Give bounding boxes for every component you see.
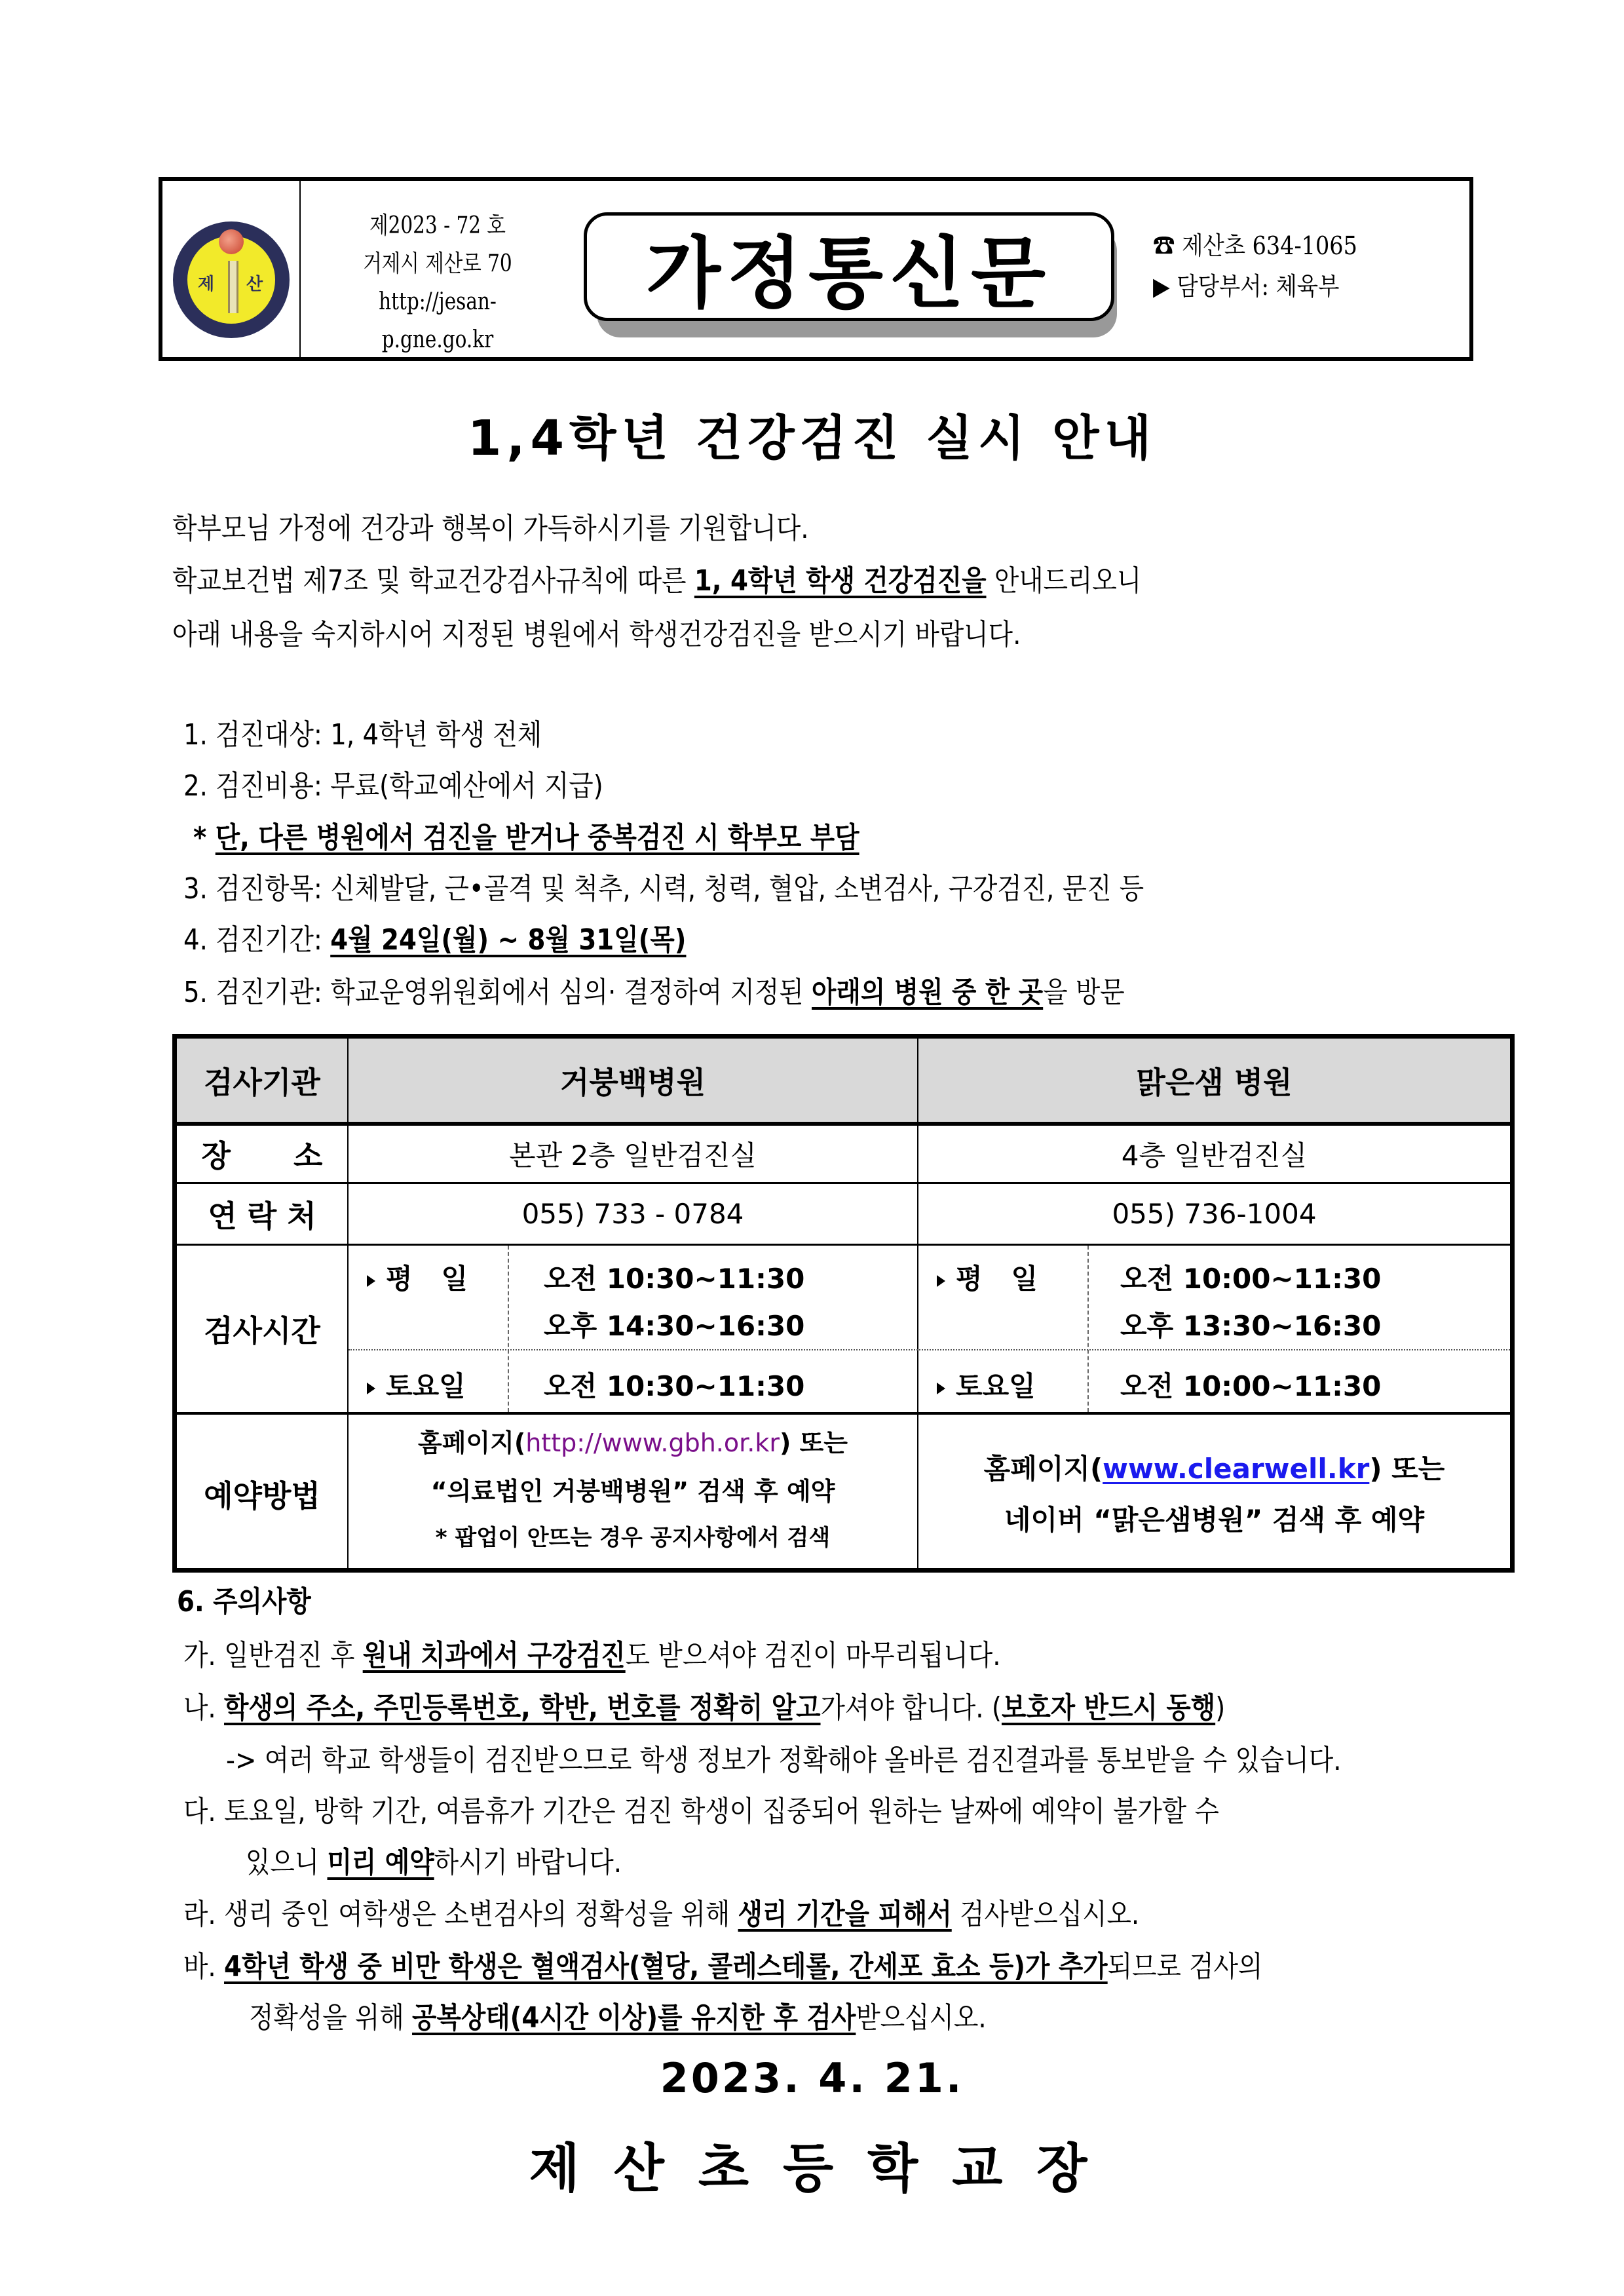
page-title: 1,4학년 건강검진 실시 안내: [467, 410, 1157, 467]
note-emphasis: 공복상태(4시간 이상)를 유지한 후 검사: [412, 2001, 856, 2035]
note-ra: [183, 1890, 1139, 1932]
note-text: 토요일, 방학 기간, 여름휴가 기간은 검진 학생이 집중되어 원하는 날짜에 예약이 불가할 수: [224, 1795, 1219, 1828]
note-text: 받으십시오.: [856, 2001, 987, 2035]
res-text: 홈페이지(: [983, 1453, 1103, 1485]
item-text: 신체발달, 근•골격 및 척추, 시력, 청력, 혈압, 소변검사, 구강검진, 문진 등: [330, 872, 1144, 906]
th-institution: 검사기관: [204, 1064, 320, 1100]
note-text: 가셔야 합니다. (: [820, 1691, 1002, 1725]
item-label: 4. 검진기간:: [183, 923, 331, 957]
th-hospital-2: 맑은샘 병원: [1136, 1064, 1293, 1100]
reservation-h2-line2: 네이버 “맑은샘병원” 검색 후 예약: [1004, 1504, 1425, 1536]
reservation-h1-line2: “의료법인 거붕백병원” 검색 후 예약: [430, 1477, 835, 1506]
h2-saturday: 오전 10:00~11:30: [1120, 1370, 1382, 1402]
item-text: 학교운영위원회에서 심의· 결정하여 지정된: [330, 976, 812, 1009]
note-prefix: 바.: [183, 1950, 225, 1983]
saturday-text: 토요일: [386, 1370, 466, 1402]
item-cost-note: [193, 814, 859, 856]
item-label: 1. 검진대상:: [183, 718, 331, 752]
row-label-contact: 연 락 처: [208, 1198, 316, 1234]
gbh-link[interactable]: http://www.gbh.or.kr: [525, 1428, 780, 1457]
weekday-label-1: [367, 1257, 468, 1297]
location-hospital-2: 4층 일반검진실: [1121, 1139, 1308, 1172]
th-hospital-1: 거붕백병원: [559, 1064, 706, 1100]
issue-date: 2023. 4. 21.: [660, 2054, 964, 2102]
note-ba-line2: [249, 1994, 987, 2036]
saturday-text: 토요일: [956, 1370, 1036, 1402]
item-text: 을 방문: [1043, 976, 1125, 1009]
dashed-divider: [1087, 1246, 1089, 1412]
intro-line-3: 아래 내용을 숙지하시어 지정된 병원에서 학생건강검진을 받으시기 바랍니다.: [172, 618, 1021, 651]
logo-char-left: 제: [198, 275, 215, 294]
note-text: 정확성을 위해: [249, 2001, 413, 2035]
note-na-sub: -> 여러 학교 학생들이 검진받으므로 학생 정보가 정확해야 올바른 검진결과를 통보받을 수 있습니다.: [226, 1744, 1342, 1777]
reservation-h2-line1: [918, 1444, 1510, 1495]
note-ga: [183, 1632, 1001, 1674]
weekday-label-2: [937, 1257, 1038, 1297]
location-hospital-1: 본관 2층 일반검진실: [509, 1139, 757, 1172]
note-prefix: 라.: [183, 1898, 225, 1931]
logo-cell: [162, 181, 301, 357]
phone-icon: ☎: [1153, 231, 1175, 260]
newsletter-title-box: [584, 212, 1114, 321]
triangle-right-icon: [367, 1275, 375, 1287]
note-text: 하시기 바랍니다.: [434, 1846, 622, 1879]
contact-hospital-2: 055) 736-1004: [1112, 1198, 1317, 1230]
note-text: ): [1215, 1691, 1226, 1725]
logo-ball-icon: [219, 229, 244, 254]
res-text: ) 또는: [1369, 1453, 1445, 1485]
item-label: 2. 검진비용:: [183, 769, 331, 803]
note-emphasis: 원내 치과에서 구강검진: [362, 1639, 626, 1672]
contact-info: [1153, 225, 1357, 307]
note-text: 되므로 검사의: [1107, 1950, 1263, 1983]
res-text: 홈페이지(: [418, 1428, 526, 1457]
newsletter-title: 가정통신문: [646, 227, 1052, 318]
period-dates: 4월 24일(월) ~ 8월 31일(목): [330, 923, 687, 957]
item-target: [183, 711, 542, 753]
phone-number: 제산초 634-1065: [1182, 231, 1357, 260]
dotted-divider: [349, 1349, 1510, 1350]
triangle-right-icon: [367, 1383, 375, 1394]
item-tests: [183, 865, 1144, 907]
item-text: 무료(학교예산에서 지급): [330, 769, 603, 803]
intro-text: 학교보건법 제7조 및 학교건강검사규칙에 따른: [172, 564, 694, 598]
note-text: 있으니: [246, 1846, 328, 1879]
note-emphasis: 생리 기간을 피해서: [738, 1898, 952, 1931]
row-label-location: 장 소: [201, 1138, 323, 1174]
school-address: 거제시 제산로 70: [363, 250, 512, 277]
weekday-text: 평 일: [386, 1263, 468, 1295]
triangle-right-icon: ▶: [1153, 272, 1170, 301]
note-emphasis: 보호자 반드시 동행: [1001, 1691, 1216, 1725]
logo-char-right: 산: [246, 275, 263, 294]
principal-signature: 제 산 초 등 학 교 장: [529, 2138, 1095, 2199]
triangle-right-icon: [937, 1275, 945, 1287]
note-text: 검사받으십시오.: [951, 1898, 1140, 1931]
issue-meta: [341, 207, 534, 359]
intro-line-2: [172, 557, 1141, 599]
h1-weekday-am: 오전 10:30~11:30: [544, 1263, 805, 1295]
reservation-h1-note: * 팝업이 안뜨는 경우 공지사항에서 검색: [435, 1525, 831, 1551]
saturday-label-1: [367, 1365, 466, 1404]
issue-number: 제2023 - 72 호: [369, 212, 506, 239]
item-label: 3. 검진항목:: [183, 872, 331, 906]
logo-y-icon: [228, 261, 238, 313]
row-label-reservation: 예약방법: [204, 1478, 320, 1514]
school-website[interactable]: http://jesan-p.gne.go.kr: [379, 288, 497, 353]
contact-hospital-1: 055) 733 - 0784: [521, 1198, 744, 1230]
intro-emphasis: 1, 4학년 학생 건강검진을: [694, 564, 987, 598]
reservation-hospital-1: [349, 1419, 917, 1560]
item-cost: [183, 762, 603, 804]
divider: [177, 1412, 1510, 1415]
reservation-hospital-2: [918, 1444, 1510, 1546]
note-prefix: 다.: [183, 1795, 225, 1828]
note-text: 일반검진 후: [224, 1639, 363, 1672]
note-emphasis: 학생의 주소, 주민등록번호, 학반, 번호를 정확히 알고: [224, 1691, 821, 1725]
dashed-divider: [508, 1246, 509, 1412]
item-period: [183, 916, 686, 958]
divider: [177, 1244, 1510, 1246]
letterhead: [159, 177, 1473, 361]
hospital-table: [172, 1034, 1515, 1573]
h1-weekday-pm: 오후 14:30~16:30: [544, 1310, 805, 1342]
note-text: 생리 중인 여학생은 소변검사의 정확성을 위해: [224, 1898, 738, 1931]
weekday-text: 평 일: [956, 1263, 1038, 1295]
institution-emphasis: 아래의 병원 중 한 곳: [812, 976, 1044, 1009]
h2-weekday-am: 오전 10:00~11:30: [1120, 1263, 1382, 1295]
triangle-right-icon: [937, 1383, 945, 1394]
saturday-label-2: [937, 1365, 1036, 1404]
department: 담당부서: 체육부: [1177, 272, 1340, 301]
row-label-hours: 검사시간: [204, 1313, 320, 1349]
intro-text: 안내드리오니: [986, 564, 1142, 598]
note-prefix: 나.: [183, 1691, 225, 1725]
note-ba-line1: [183, 1943, 1262, 1985]
item-institution: [183, 968, 1125, 1010]
h1-saturday: 오전 10:30~11:30: [544, 1370, 805, 1402]
note-emphasis: 4학년 학생 중 비만 학생은 혈액검사(혈당, 콜레스테롤, 간세포 효소 등)가 추가: [224, 1950, 1108, 1983]
intro-line-1: 학부모님 가정에 건강과 행복이 가득하시기를 기원합니다.: [172, 512, 809, 545]
item-text: 1, 4학년 학생 전체: [330, 718, 542, 752]
h2-weekday-pm: 오후 13:30~16:30: [1120, 1310, 1382, 1342]
clearwell-link[interactable]: www.clearwell.kr: [1103, 1453, 1370, 1485]
note-na: [183, 1684, 1225, 1726]
cost-note: 단, 다른 병원에서 검진을 받거나 중복검진 시 학부모 부담: [215, 821, 859, 854]
note-da-line1: [183, 1788, 1219, 1829]
asterisk: *: [193, 821, 216, 854]
school-logo: [173, 221, 290, 338]
reservation-h1-line1: [349, 1419, 917, 1467]
item-label: 5. 검진기관:: [183, 976, 331, 1009]
note-emphasis: 미리 예약: [327, 1846, 434, 1879]
notes-heading: 6. 주의사항: [177, 1585, 311, 1618]
res-text: ) 또는: [779, 1428, 848, 1457]
note-text: 도 받으셔야 검진이 마무리됩니다.: [625, 1639, 1001, 1672]
note-prefix: 가.: [183, 1639, 225, 1672]
note-da-line2: [246, 1839, 622, 1881]
